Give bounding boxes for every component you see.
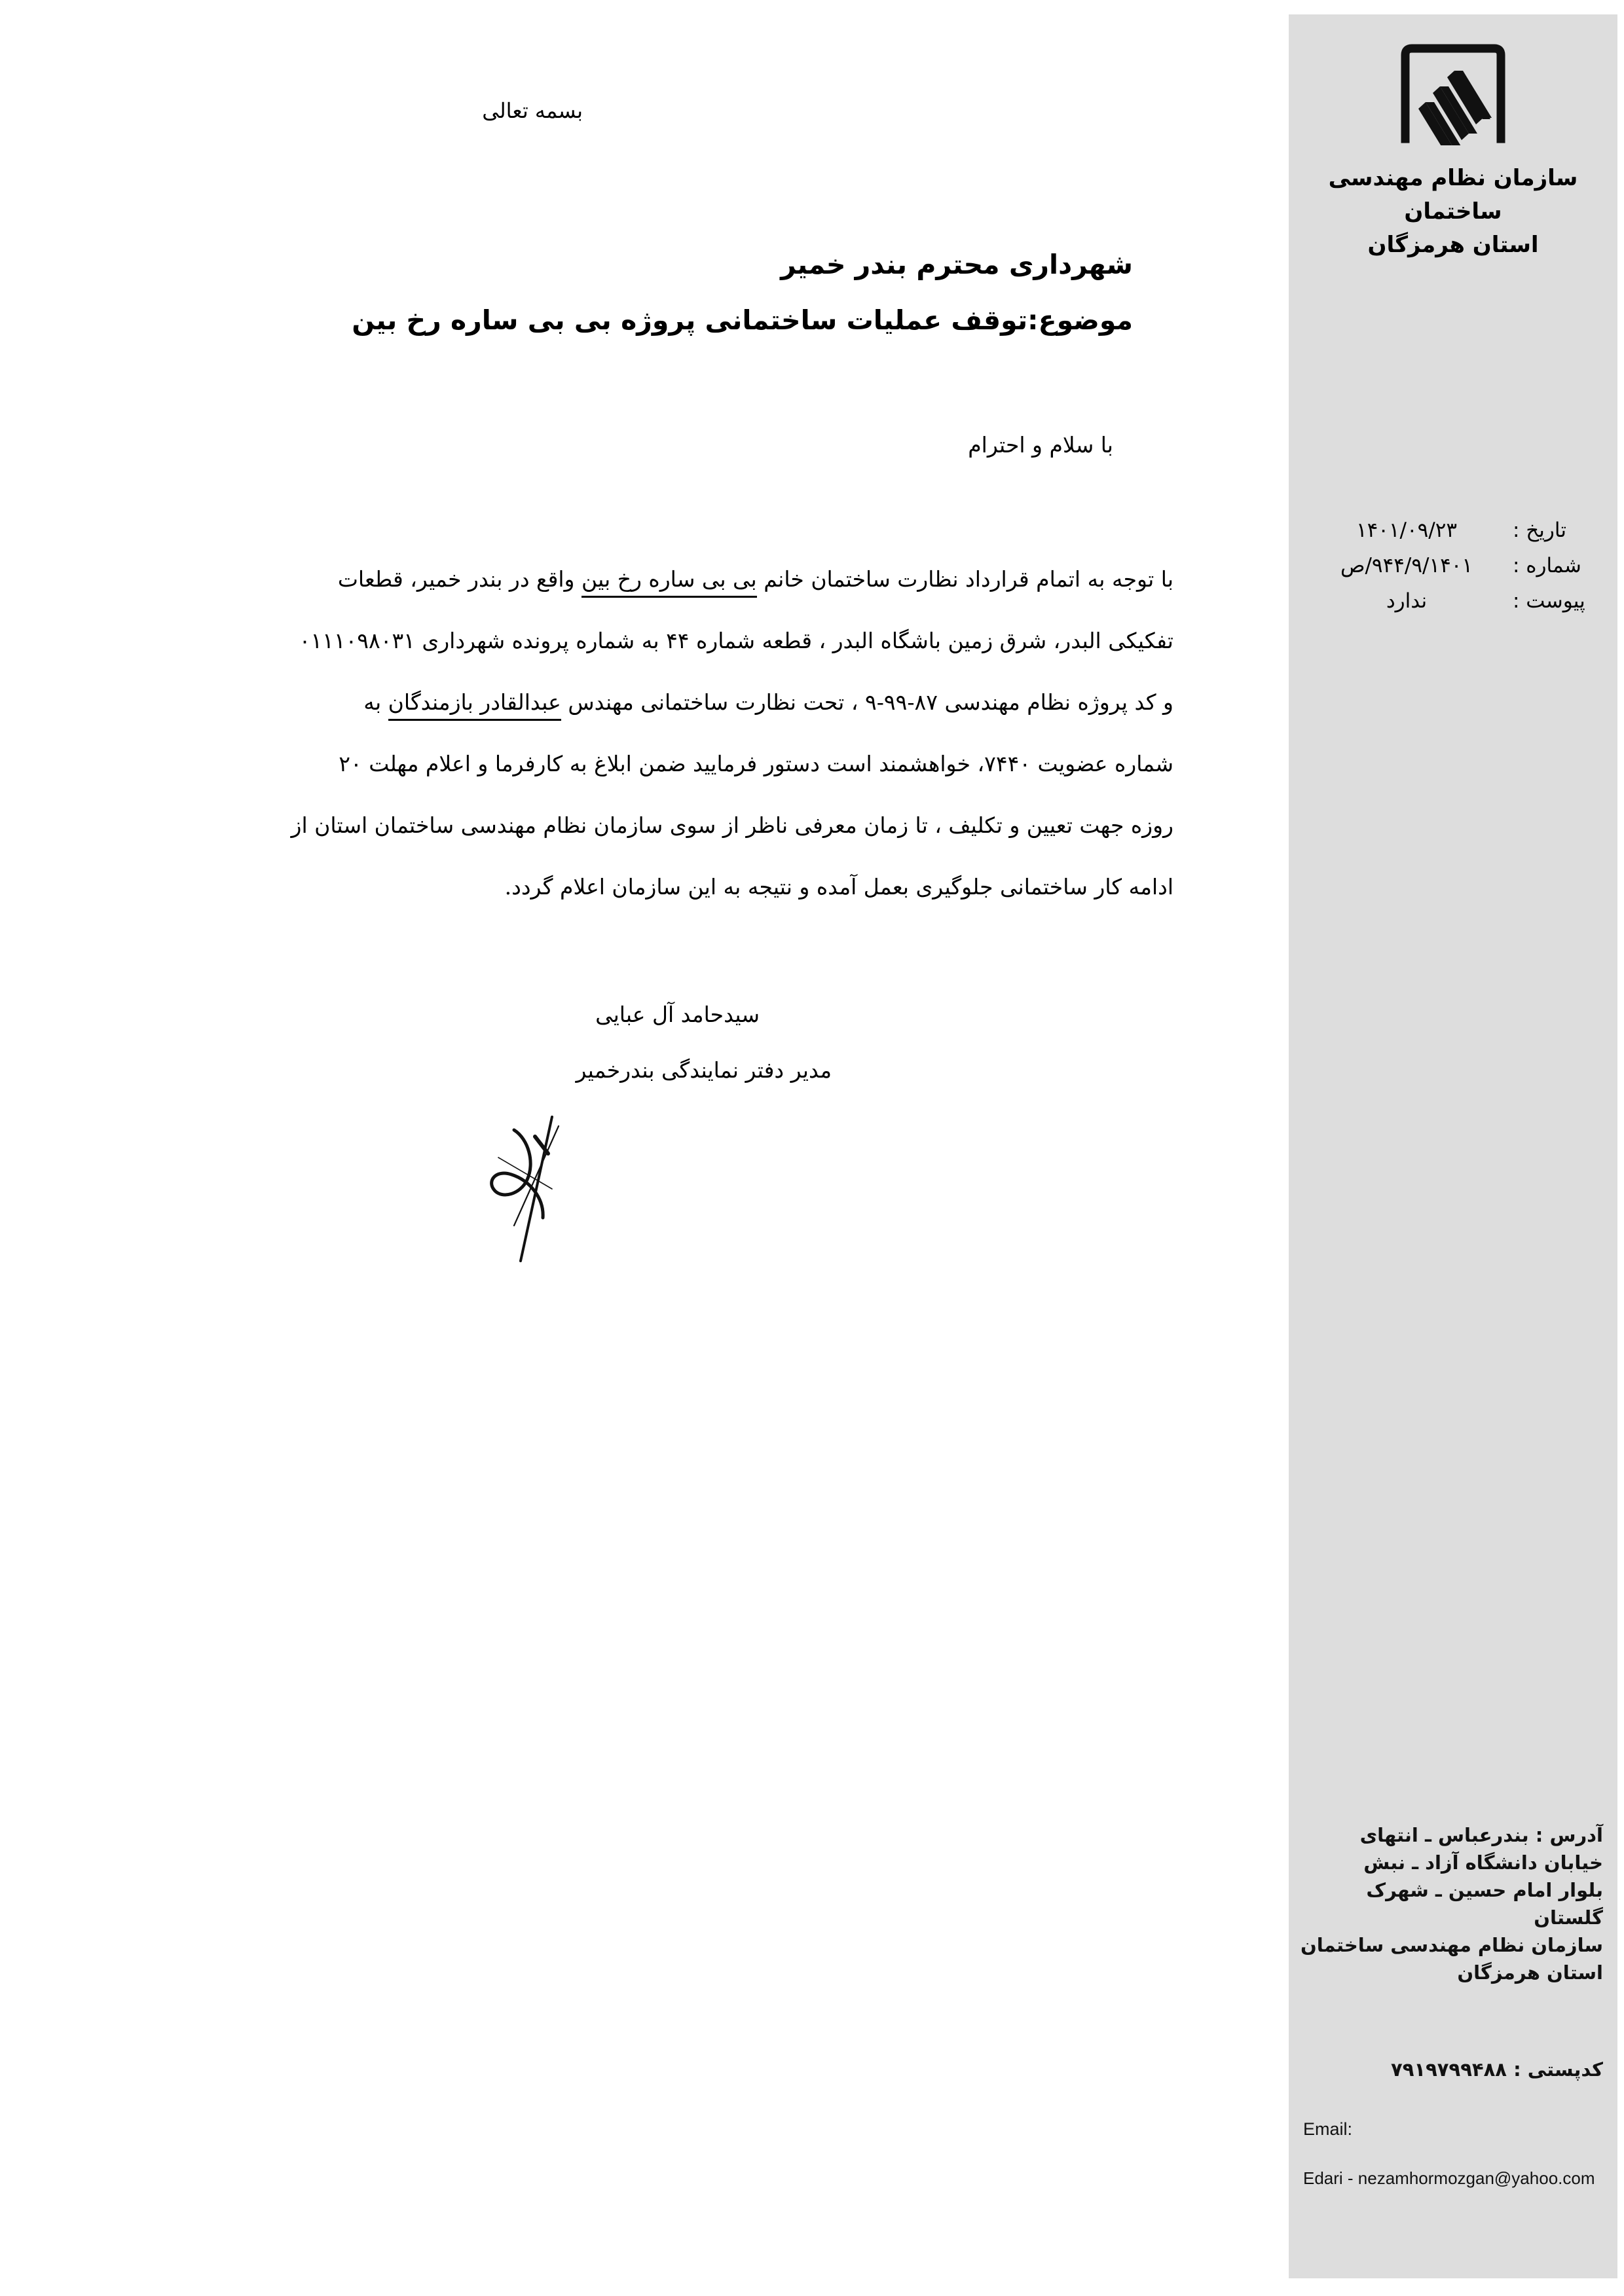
email-label: Email: (1303, 2119, 1353, 2139)
organization-name-line-2: استان هرمزگان (1367, 232, 1539, 258)
body-line-5: روزه جهت تعیین و تکلیف ، تا زمان معرفی ناظر از سوی سازمان نظام مهندسی ساختمان استان از (291, 812, 1173, 838)
footer-address (1299, 1821, 1603, 1986)
address-line-3: بلوار امام حسین ـ شهرک (1366, 1879, 1603, 1902)
greeting-line: با سلام و احترام (968, 432, 1113, 458)
letter-paragraph (110, 549, 1173, 918)
number-label: شماره : (1513, 554, 1581, 577)
address-line-6: استان هرمزگان (1457, 1961, 1603, 1984)
body-line-2: تفکیکی البدر، شرق زمین باشگاه البدر ، قطعه شماره ۴۴ به شماره پرونده شهرداری ۰۱۱۱۰۹۸۰۳۱ (299, 628, 1173, 653)
underlined-name: عبدالقادر بازمندگان (388, 689, 561, 721)
subject-line: موضوع:توقف عملیات ساختمانی پروژه بی بی ساره رخ بین (352, 304, 1133, 336)
email-address[interactable]: Edari - nezamhormozgan@yahoo.com (1303, 2168, 1595, 2188)
metadata-row-number (1301, 554, 1599, 577)
organization-name (1289, 162, 1617, 262)
postal-code: کدپستی : ۷۹۱۹۷۹۹۴۸۸ (1391, 2058, 1603, 2081)
recipient-line: شهرداری محترم بندر خمیر (781, 249, 1133, 280)
underlined-name: بی بی ساره رخ بین (581, 566, 757, 598)
signer-name: سیدحامد آل عبایی (595, 1002, 760, 1027)
address-line-1: آدرس : بندرعباس ـ انتهای (1359, 1824, 1603, 1846)
address-line-2: خیابان دانشگاه آزاد ـ نبش (1363, 1851, 1603, 1874)
body-line-6: ادامه کار ساختمانی جلوگیری بعمل آمده و نتیجه به این سازمان اعلام گردد. (504, 874, 1173, 900)
address-line-4: گلستان (1534, 1906, 1603, 1929)
date-label: تاریخ : (1513, 519, 1566, 542)
metadata-row-date (1301, 519, 1599, 542)
attachment-value: ندارد (1386, 589, 1428, 613)
organization-name-line-1: سازمان نظام مهندسی ساختمان (1328, 165, 1578, 225)
body-line-3: و کد پروژه نظام مهندسی ۸۷-۹۹-۹ ، تحت نظارت ساختمانی مهندس عبدالقادر بازمندگان به (110, 672, 1173, 733)
logo-container (1289, 41, 1617, 148)
metadata-row-attachment (1301, 589, 1599, 613)
body-line-1: با توجه به اتمام قرارداد نظارت ساختمان خانم بی بی ساره رخ بین واقع در بندر خمیر، قطعات (110, 549, 1173, 610)
handwritten-signature-icon (475, 1106, 593, 1270)
letterhead-sidebar (1289, 14, 1617, 2278)
date-value: ۱۴۰۱/۰۹/۲۳ (1356, 519, 1458, 542)
attachment-label: پیوست : (1513, 589, 1585, 613)
signer-title: مدیر دفتر نمایندگی بندرخمیر (576, 1057, 832, 1083)
body-line-4: شماره عضویت ۷۴۴۰، خواهشمند است دستور فرمایید ضمن ابلاغ به کارفرما و اعلام مهلت ۲۰ (339, 751, 1173, 776)
address-line-5: سازمان نظام مهندسی ساختمان (1300, 1934, 1603, 1957)
letter-metadata (1301, 519, 1599, 625)
basmala-text: بسمه تعالی (482, 98, 583, 123)
number-value: ۹۴۴/۹/۱۴۰۱/ص (1340, 554, 1473, 577)
engineering-organization-logo-icon (1391, 41, 1515, 145)
